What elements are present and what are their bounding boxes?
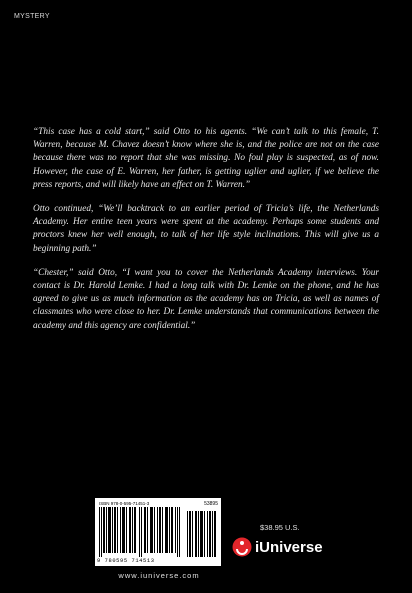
blurb-paragraph-1: “This case has a cold start,” said Otto to his agents. “We can’t talk to this female, T. Warren, because M. Chavez doesn’t know where she is, and the police are not on the case because there was no report that she was missing. No foul play is suspected, as of now. However, the case of E. Warren, her father, is getting uglier and uglier, if we believe the press reports, and will likely have an effect on T. Warren.” (33, 127, 379, 190)
publisher-logo (232, 537, 323, 557)
price-code: 53895 (204, 501, 218, 507)
price-label: $38.95 U.S. (260, 523, 300, 532)
ean-digits: 9 780595 714513 (97, 558, 155, 564)
barcode-bars (99, 507, 183, 557)
blurb-paragraph-2: Otto continued, “We’ll backtrack to an earlier period of Tricia’s life, the Netherlands Academy. Her entire teen years were spent at the academy. Perhaps some students and proctors knew her well enough, to talk of her life style inclinations. This will give us a beginning path.” (33, 204, 379, 254)
isbn-text: ISBN 978-0-595-71451-3 (99, 501, 150, 506)
genre-label: MYSTERY (14, 13, 50, 20)
publisher-name: iUniverse (255, 538, 323, 556)
blurb-paragraph-3: “Chester,” said Otto, “I want you to cover the Netherlands Academy interviews. Your contact is Dr. Harold Lemke. I had a long talk with Dr. Lemke on the phone, and he has agreed to give us as much information as the academy has on Tricia, as well as names of classmates who were close to her. Dr. Lemke understands that communications between the academy and this agency are confidential.” (33, 267, 379, 331)
iuniverse-swirl-icon (232, 537, 252, 557)
publisher-website: www.iuniverse.com (118, 571, 200, 580)
barcode (95, 498, 221, 566)
back-cover-blurb (33, 126, 379, 344)
price-addon-bars (187, 507, 217, 557)
